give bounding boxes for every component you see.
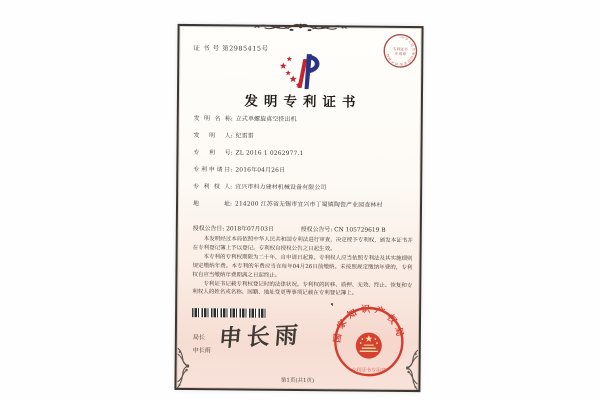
director-signature: 申长雨 bbox=[217, 321, 304, 353]
colon: : bbox=[230, 116, 233, 123]
colon: : bbox=[230, 184, 233, 191]
verification-stamp-icon bbox=[381, 32, 419, 70]
grant-date-value: 2018年07月03日 bbox=[226, 226, 274, 233]
field-address bbox=[193, 200, 416, 219]
grant-row bbox=[193, 223, 416, 234]
field-application-date bbox=[193, 166, 416, 185]
certificate-number bbox=[193, 43, 268, 53]
director-block bbox=[193, 331, 211, 357]
colon: : bbox=[330, 227, 333, 234]
grant-number-value: CN 105729619 B bbox=[334, 227, 386, 234]
colon: : bbox=[230, 150, 233, 157]
page-number: 第1页(共1页) bbox=[280, 377, 315, 385]
field-value: ZL 2016 1 0262977.1 bbox=[235, 150, 304, 158]
legal-paragraph-2: 本专利的专利权期限为二十年，自申请日起算。专利权人应当依照专利法及其实施细则规定缴纳年费。本专利的年费应当在每年04月26日前缴纳。未按照规定缴纳年费的，专利权自应当缴纳年费期满之日起终止。 bbox=[192, 253, 413, 279]
field-value: 214200 江苏省无锡市宜兴市丁蜀镇陶瓷产业园查林村 bbox=[235, 201, 383, 209]
certificate-number-label: 证 书 号 bbox=[193, 44, 220, 53]
legal-paragraph-1: 本发明经过本局依照中华人民共和国专利法进行审查，决定授予专利权，颁发本证书并在专利登记簿上予以登记。专利权自授权公告之日起生效。 bbox=[192, 236, 413, 253]
seal-bottom-text: 专利证书专用章 bbox=[351, 367, 387, 374]
field-label: 发明名称 bbox=[193, 116, 231, 123]
top-garland-ornament bbox=[251, 18, 351, 37]
cnipa-logo-icon bbox=[278, 52, 322, 92]
field-label: 专利号 bbox=[193, 150, 231, 157]
colon: : bbox=[230, 167, 233, 174]
stamp-center-line1: 专利证书 bbox=[392, 46, 409, 52]
director-title: 局长 bbox=[192, 334, 205, 342]
grant-number-label: 授权公告号 bbox=[300, 227, 331, 234]
official-seal-icon bbox=[331, 303, 408, 380]
grant-date-pair bbox=[193, 223, 274, 233]
field-list bbox=[193, 115, 417, 219]
field-label: 地址 bbox=[193, 201, 231, 208]
seal-ring-text: 国家知识产权局 bbox=[332, 304, 405, 344]
grant-number-pair bbox=[301, 224, 386, 234]
certificate-title: 发明专利证书 bbox=[244, 93, 362, 111]
field-value: 宜兴市科力建材机械设备有限公司 bbox=[235, 184, 327, 192]
field-label: 专利申请日 bbox=[193, 167, 231, 174]
field-patent-number bbox=[193, 149, 416, 168]
field-value: 立式单螺旋真空挤出机 bbox=[235, 116, 297, 123]
field-value: 2016年04月26日 bbox=[235, 167, 286, 174]
director-name: 申长雨 bbox=[192, 347, 211, 355]
field-value: 纪雷雷 bbox=[235, 133, 254, 140]
field-label: 专利权人 bbox=[193, 184, 231, 191]
certificate-number-value: 第2985415号 bbox=[222, 44, 269, 53]
colon: : bbox=[230, 201, 233, 208]
legal-text bbox=[192, 235, 413, 299]
colon: : bbox=[222, 226, 225, 233]
field-invention-name bbox=[194, 115, 417, 134]
field-label: 发明人 bbox=[193, 133, 231, 140]
legal-paragraph-3: 专利证书记载专利权登记时的法律状况。专利权的转移、质押、无效、终止、恢复和专利权人的姓名或名称、国籍、地址变更等事项记载在专利登记簿上。 bbox=[192, 280, 413, 297]
colon: : bbox=[230, 133, 233, 140]
stamp-ring-text: 中华人民共和国国家知识产权局 bbox=[385, 35, 416, 67]
grant-date-label: 授权公告日 bbox=[192, 226, 223, 233]
stamp-center-line2: 专用章 bbox=[394, 51, 407, 57]
barcode bbox=[192, 308, 266, 318]
field-patentee bbox=[193, 183, 416, 202]
patent-certificate bbox=[174, 24, 423, 392]
field-inventor bbox=[194, 132, 417, 151]
